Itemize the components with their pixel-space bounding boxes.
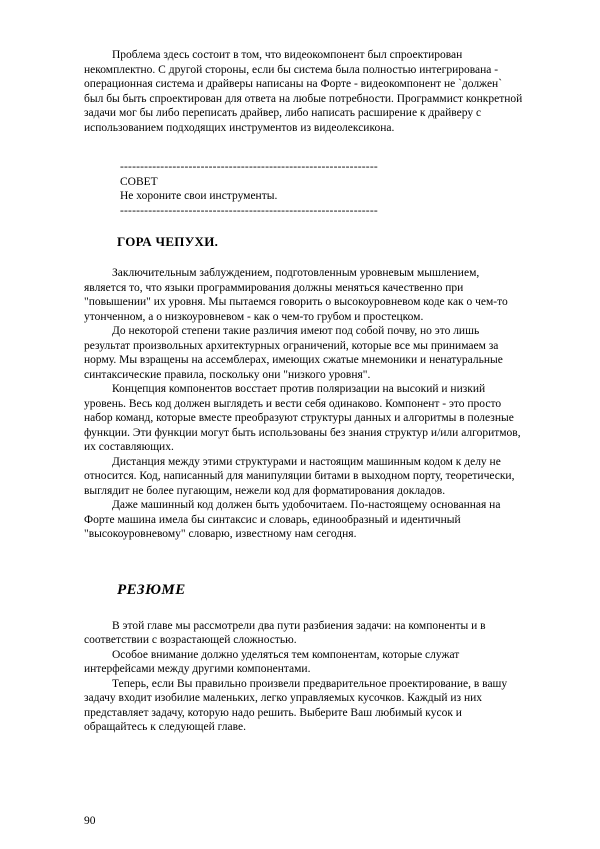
paragraph: Особое внимание должно уделяться тем компонентам, которые служат интерфейсами между другими компонентами. bbox=[84, 648, 460, 675]
paragraph: Заключительным заблуждением, подготовленным уровневым мышлением, является то, что языки программирования должны меняться качественно при "повышении" их уровня. Мы пытаемся говорить о высокоуровневом коде как о чем-то утонченном, а о низкоуровневом - как о чем-то грубом и простецком. bbox=[84, 267, 508, 323]
page-number: 90 bbox=[84, 815, 96, 827]
tip-rule-bottom: ---------------------------------------------------------------- bbox=[120, 204, 378, 217]
paragraph: Дистанция между этими структурами и настоящим машинным кодом к делу не относится. Код, написанный для манипуляции битами в выходном порту, теоретически, выглядит не более пугающим, нежели код для форматирования докладов. bbox=[84, 455, 515, 497]
paragraph: Теперь, если Вы правильно произвели предварительное проектирование, в вашу задачу входит изобилие маленьких, легко управляемых кусочков. Каждый из них представляет задачу, которую надо решить. Выберите Ваш любимый кусок и обращайтесь к следующей главе. bbox=[84, 677, 508, 733]
tip-label: СОВЕТ bbox=[120, 175, 158, 188]
intro-paragraph: Проблема здесь состоит в том, что видеокомпонент был спроектирован некомплектно. С другой стороны, если бы система была полностью интегрирована - операционная система и драйверы написаны на Форте - видеокомпонент не `должен` был бы быть спроектирован для ответа на любые потребности. Программист конкретной задачи мог бы либо переписать драйвер, либо написать расширение к драйверу с использованием подходящих инструментов из видеолексикона. bbox=[84, 49, 523, 134]
tip-block bbox=[120, 160, 524, 218]
paragraph: Даже машинный код должен быть удобочитаем. По-настоящему основанная на Форте машина имела бы синтаксис и словарь, единообразный и идентичный "высокоуровневому" словарю, известному нам сегодня. bbox=[84, 499, 501, 540]
section-heading-summary: РЕЗЮМЕ bbox=[117, 581, 186, 598]
section-heading-babble: ГОРА ЧЕПУХИ. bbox=[117, 234, 219, 249]
tip-text: Не хороните свои инструменты. bbox=[120, 190, 278, 202]
paragraph: Концепция компонентов восстает против поляризации на высокий и низкий уровень. Весь код должен выглядеть и вести себя одинаково. Компонент - это просто набор команд, которые вместе преобразуют структуры данных и алгоритмы в полезные функции. Эти функции могут быть использованы без знания структур и/или алгоритмов, их составляющих. bbox=[84, 383, 521, 453]
tip-rule-top: ---------------------------------------------------------------- bbox=[120, 161, 378, 173]
paragraph: До некоторой степени такие различия имеют под собой почву, но это лишь результат произвольных архитектурных ограничений, которые все мы принимаем за норму. Мы взращены на ассемблерах, имеющих сжатые мнемоники и ненатуральные синтаксические правила, поскольку они "низкого уровня". bbox=[84, 325, 503, 381]
paragraph: В этой главе мы рассмотрели два пути разбиения задачи: на компоненты и в соответствии с возрастающей сложностью. bbox=[84, 619, 486, 646]
